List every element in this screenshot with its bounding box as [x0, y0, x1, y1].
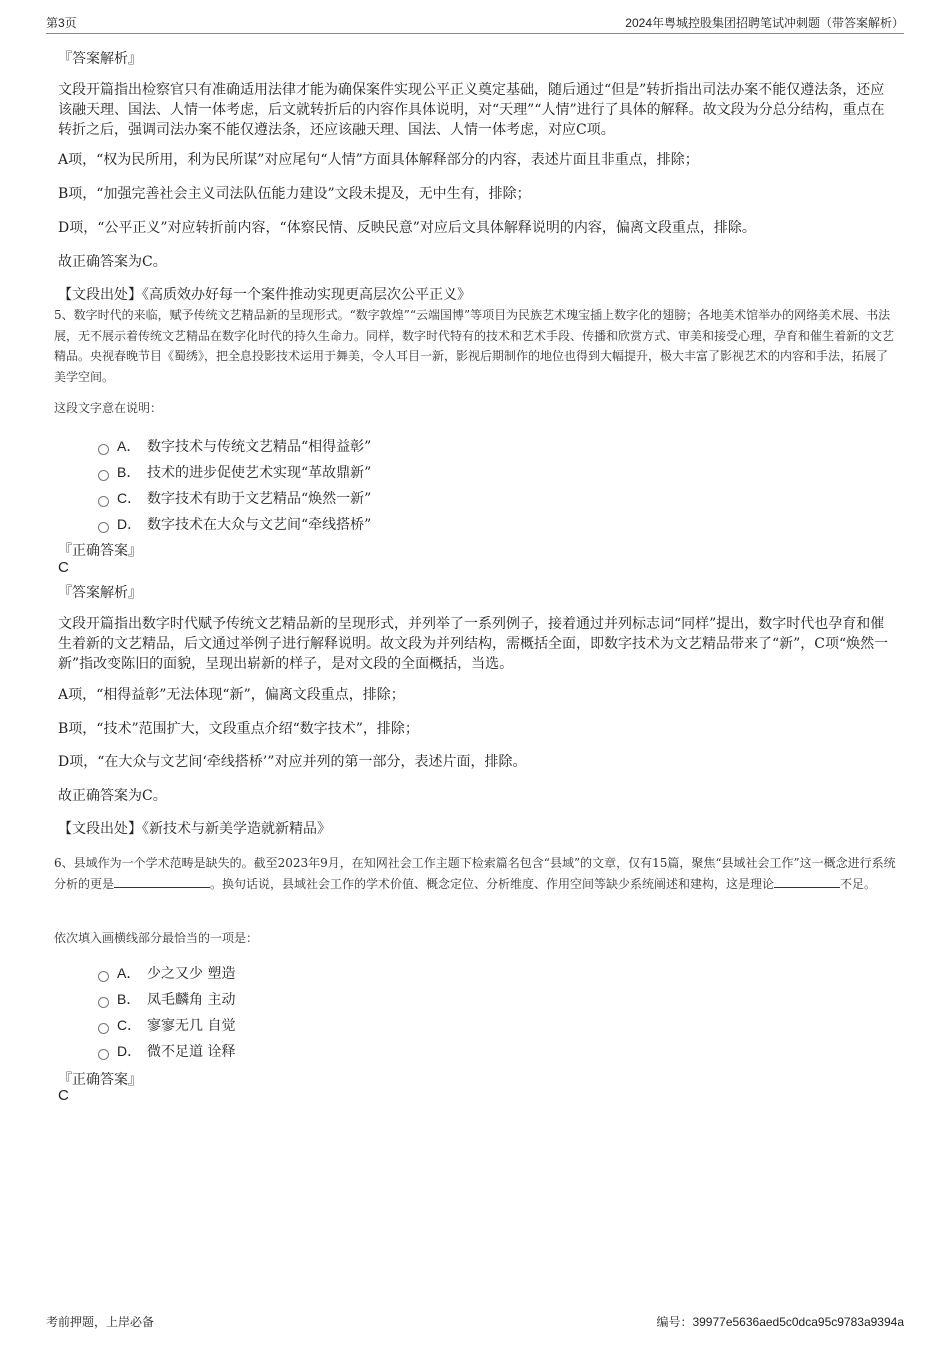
footer-document-id: 编号：39977e5636aed5c0dca95c9783a9394a	[656, 1315, 904, 1329]
q4-analysis-body: 文段开篇指出检察官只有准确适用法律才能为确保案件实现公平正义奠定基础，随后通过“但是”转折指出司法办案不能仅遵法条，还应该融天理、国法、人情一体考虑，后文就转折后的内容作具体说明，对“天理”“人情”进行了具体的解释。故文段为分总分结构，重点在转折之后，强调司法办案不能仅遵法条，还应该融天理、国法、人情一体考虑，对应C项。	[58, 82, 885, 138]
q6-option-c[interactable]: C． 寥寥无几 自觉	[98, 1015, 235, 1035]
q5-correct-title: 『正确答案』	[58, 543, 142, 559]
q6-option-b[interactable]: B． 凤毛麟角 主动	[98, 989, 235, 1009]
option-text: 微不足道 诠释	[147, 1044, 236, 1060]
q5-prompt: 这段文字意在说明：	[54, 401, 163, 415]
q5-option-a-note: A项，“相得益彰”无法体现“新”，偏离文段重点，排除；	[58, 687, 405, 703]
option-text: 数字技术与传统文艺精品“相得益彰”	[147, 439, 372, 455]
q6-stem: 6、县域作为一个学术范畴是缺失的。截至2023年9月，在知网社会工作主题下检索篇名包含“县域”的文章，仅有15篇，聚焦“县域社会工作”这一概念进行系统分析的更是 。换句话说，县域社会工作的学术价值、概念定位、分析维度、作用空间等缺少系统阐述和建构，这是理论 不足。	[54, 856, 896, 891]
q5-correct-answer: C	[58, 559, 69, 576]
q5-analysis-title: 『答案解析』	[58, 585, 142, 601]
radio-icon[interactable]	[98, 1023, 109, 1034]
q6-option-d[interactable]: D． 微不足道 诠释	[98, 1041, 235, 1061]
header-divider	[46, 33, 904, 34]
q4-option-b-note: B项，“加强完善社会主义司法队伍能力建设”文段未提及，无中生有，排除；	[58, 186, 531, 202]
q4-conclusion: 故正确答案为C。	[58, 254, 167, 270]
q6-correct-answer: C	[58, 1087, 69, 1104]
q5-option-c[interactable]: C． 数字技术有助于文艺精品“焕然一新”	[98, 488, 371, 508]
radio-icon[interactable]	[98, 444, 109, 455]
q5-option-b[interactable]: B． 技术的进步促使艺术实现“革故鼎新”	[98, 462, 371, 482]
q6-option-a[interactable]: A． 少之又少 塑造	[98, 963, 235, 983]
q5-stem: 5、数字时代的来临，赋予传统文艺精品新的呈现形式。“数字敦煌”“云端国博”等项目为民族艺术瑰宝插上数字化的翅膀；各地美术馆举办的网络美术展、书法展，无不展示着传统文艺精品在数字化时代的持久生命力。同样，数字时代特有的技术和艺术手段、传播和欣赏方式、审美和接受心理，孕育和催生着新的文艺精品。央视春晚节目《蜀绣》，把全息投影技术运用于舞美，令人耳目一新，影视后期制作的地位也得到大幅提升，极大丰富了影视艺术的内容和手法，拓展了美学空间。	[54, 308, 895, 384]
q5-conclusion: 故正确答案为C。	[58, 788, 167, 804]
q5-analysis-body: 文段开篇指出数字时代赋予传统文艺精品新的呈现形式，并列举了一系列例子，接着通过并列标志词“同样”提出，数字时代也孕育和催生着新的文艺精品，后文通过举例子进行解释说明。故文段为并列结构，需概括全面，即数字技术为文艺精品带来了“新”，C项“焕然一新”指改变陈旧的面貌，呈现出崭新的样子，是对文段的全面概括，当选。	[58, 616, 889, 672]
q6-correct-title: 『正确答案』	[58, 1072, 142, 1088]
q5-option-b-note: B项，“技术”范围扩大，文段重点介绍“数字技术”，排除；	[58, 721, 419, 737]
radio-icon[interactable]	[98, 997, 109, 1008]
fill-blank-2	[774, 875, 840, 888]
footer-slogan: 考前押题，上岸必备	[46, 1315, 155, 1329]
page-number: 第3页	[46, 16, 77, 30]
option-text: 寥寥无几 自觉	[147, 1018, 236, 1034]
option-text: 数字技术在大众与文艺间“牵线搭桥”	[147, 517, 372, 533]
radio-icon[interactable]	[98, 496, 109, 507]
q6-prompt: 依次填入画横线部分最恰当的一项是：	[54, 931, 259, 945]
option-text: 技术的进步促使艺术实现“革故鼎新”	[147, 465, 372, 481]
q4-option-a-note: A项，“权为民所用，利为民所谋”对应尾句“人情”方面具体解释部分的内容，表述片面且非重点，排除；	[58, 152, 699, 168]
q4-source: 【文段出处】《高质效办好每一个案件推动实现更高层次公平正义》	[58, 287, 471, 303]
radio-icon[interactable]	[98, 971, 109, 982]
q5-source: 【文段出处】《新技术与新美学造就新精品》	[58, 821, 331, 837]
radio-icon[interactable]	[98, 470, 109, 481]
radio-icon[interactable]	[98, 522, 109, 533]
q5-option-d[interactable]: D． 数字技术在大众与文艺间“牵线搭桥”	[98, 514, 371, 534]
document-title: 2024年粤城控股集团招聘笔试冲刺题（带答案解析）	[625, 16, 904, 30]
q5-option-a[interactable]: A． 数字技术与传统文艺精品“相得益彰”	[98, 436, 371, 456]
option-text: 少之又少 塑造	[147, 966, 236, 982]
q4-analysis-title: 『答案解析』	[58, 51, 142, 67]
option-text: 数字技术有助于文艺精品“焕然一新”	[147, 491, 372, 507]
q5-option-d-note: D项，“在大众与文艺间‘牵线搭桥’”对应并列的第一部分，表述片面，排除。	[58, 754, 527, 770]
option-text: 凤毛麟角 主动	[147, 992, 236, 1008]
fill-blank-1	[114, 875, 210, 888]
q4-option-d-note: D项，“公平正义”对应转折前内容，“体察民情、反映民意”对应后文具体解释说明的内容，偏离文段重点，排除。	[58, 220, 756, 236]
radio-icon[interactable]	[98, 1049, 109, 1060]
